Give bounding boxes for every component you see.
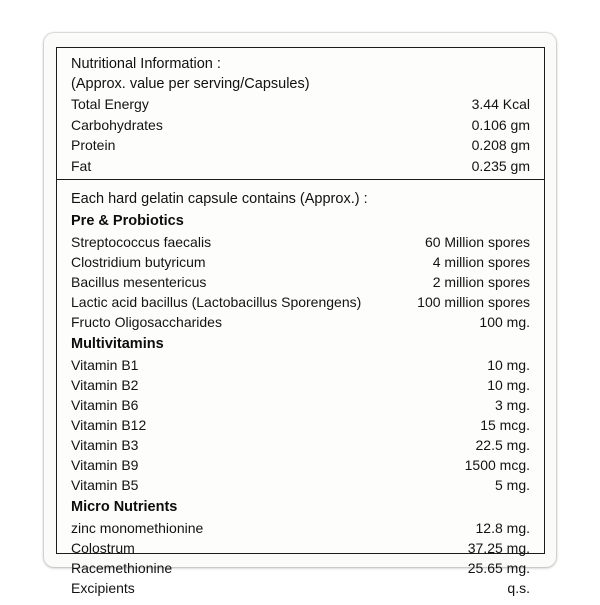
nutrient-name: Total Energy: [71, 96, 149, 112]
ingredient-name: Vitamin B12: [71, 417, 147, 433]
group-heading-pre-probiotics: Pre & Probiotics: [71, 213, 184, 229]
product-label-card: [44, 33, 556, 596]
ingredient-value: q.s.: [507, 580, 530, 596]
capsule-contents-section: [57, 180, 544, 605]
group-heading-multivitamins: Multivitamins: [71, 336, 164, 352]
ingredient-name: zinc monomethionine: [71, 520, 204, 536]
label-inner-frame: [56, 47, 545, 596]
table-row: [71, 115, 530, 136]
group-heading-micro-nutrients: Micro Nutrients: [71, 499, 178, 515]
table-row: [71, 232, 530, 252]
table-row: [71, 355, 530, 375]
ingredient-name: Vitamin B9: [71, 457, 139, 473]
ingredient-value: 22.5 mg.: [475, 437, 530, 453]
table-row: [71, 252, 530, 272]
ingredient-value: 4 million spores: [432, 254, 530, 270]
nutritional-information-section: [57, 48, 544, 180]
ingredient-value: 100 million spores: [417, 294, 530, 310]
nutritional-information-title: Nutritional Information :: [71, 56, 221, 72]
ingredient-name: Racemethionine: [71, 560, 173, 576]
nutrient-name: Fat: [71, 157, 92, 174]
ingredient-value: 5 mg.: [494, 477, 530, 493]
table-row: [71, 538, 530, 558]
ingredient-name: Vitamin B1: [71, 357, 139, 373]
ingredient-name: Vitamin B2: [71, 377, 139, 393]
table-row: [71, 312, 530, 332]
ingredient-value: 60 Million spores: [424, 234, 530, 250]
ingredient-value: 100 mg.: [479, 314, 530, 330]
nutrient-value: 3.44 Kcal: [471, 96, 530, 112]
capsule-contents-title: Each hard gelatin capsule contains (Approx.) :: [71, 191, 368, 207]
ingredient-name: Vitamin B3: [71, 437, 139, 453]
table-row: [71, 455, 530, 475]
nutrient-value: 0.208 gm: [471, 137, 530, 153]
table-row: [71, 135, 530, 156]
table-row: [71, 395, 530, 415]
table-row: [71, 435, 530, 455]
nutrient-name: Protein: [71, 137, 116, 153]
ingredient-value: 2 million spores: [432, 274, 530, 290]
table-row: [71, 518, 530, 538]
nutrient-name: Carbohydrates: [71, 116, 163, 133]
nutritional-information-subtitle: (Approx. value per serving/Capsules): [71, 76, 310, 92]
ingredient-value: 1500 mcg.: [464, 457, 530, 473]
ingredient-value: 12.8 mg.: [475, 520, 530, 536]
ingredient-name: Bacillus mesentericus: [71, 274, 207, 290]
ingredient-name: Colostrum: [71, 540, 135, 556]
nutrient-value: 0.106 gm: [471, 116, 530, 133]
ingredient-value: 15 mcg.: [480, 417, 530, 433]
ingredient-value: 3 mg.: [494, 397, 530, 413]
ingredient-name: Lactic acid bacillus (Lactobacillus Sporengens): [71, 294, 362, 310]
nutrient-value: 0.235 gm: [471, 157, 530, 174]
table-row: [71, 292, 530, 312]
table-row: [71, 272, 530, 292]
ingredient-name: Fructo Oligosaccharides: [71, 314, 222, 330]
ingredient-value: 25.65 mg.: [467, 560, 530, 576]
table-row: [71, 475, 530, 495]
table-row: [71, 578, 530, 598]
ingredient-value: 37.25 mg.: [467, 540, 530, 556]
ingredient-name: Excipients: [71, 580, 135, 596]
ingredient-name: Streptococcus faecalis: [71, 234, 212, 250]
ingredient-value: 10 mg.: [487, 357, 530, 373]
ingredient-name: Vitamin B6: [71, 397, 139, 413]
table-row: [71, 94, 530, 115]
ingredient-name: Vitamin B5: [71, 477, 139, 493]
ingredient-name: Clostridium butyricum: [71, 254, 206, 270]
table-row: [71, 156, 530, 177]
table-row: [71, 375, 530, 395]
table-row: [71, 415, 530, 435]
table-row: [71, 558, 530, 578]
ingredient-value: 10 mg.: [487, 377, 530, 393]
